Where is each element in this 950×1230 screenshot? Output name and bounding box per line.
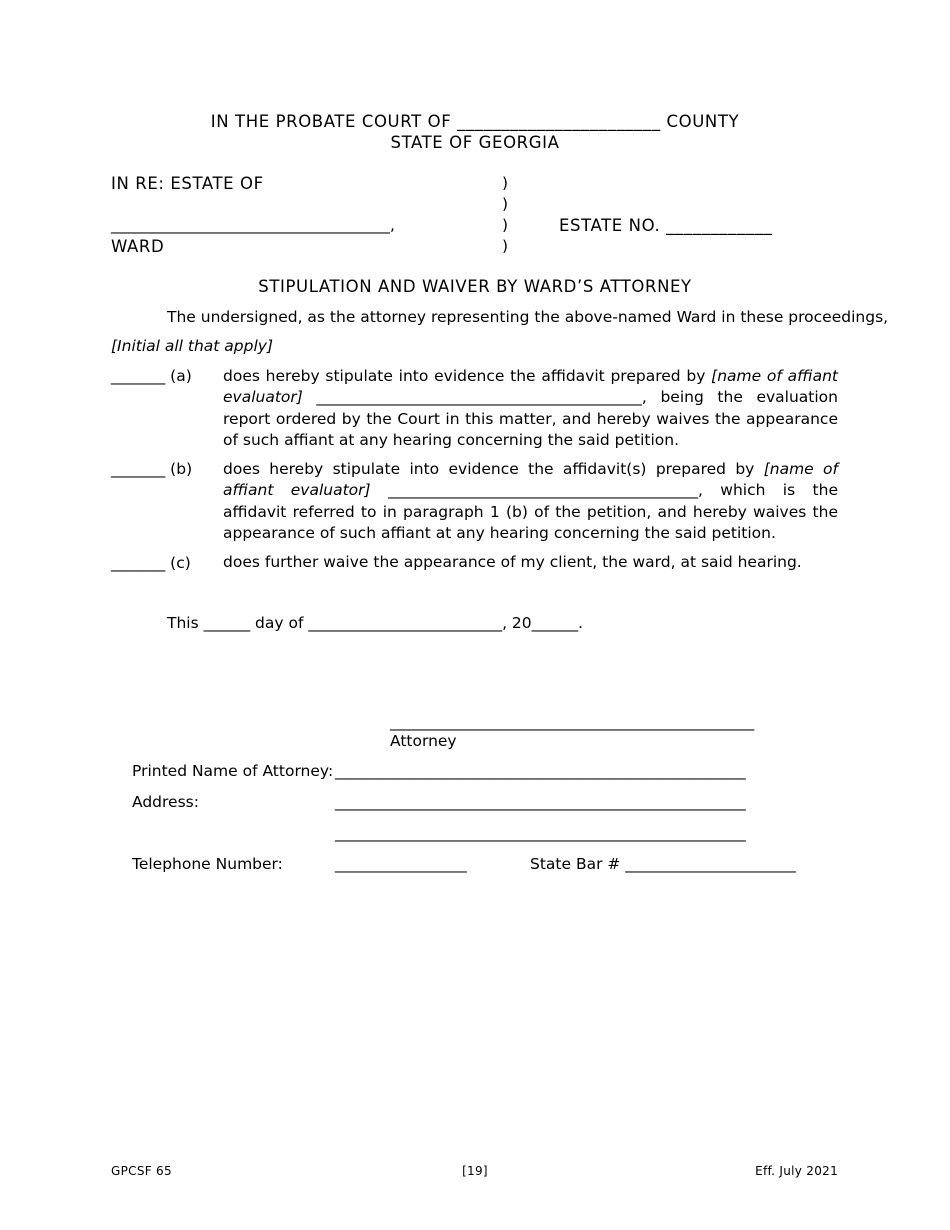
printed-name-label: Printed Name of Attorney: — [132, 762, 334, 780]
telephone-blank: _________________ — [335, 855, 467, 873]
printed-name-blank: _____________________________________________________ — [335, 762, 746, 780]
caption-paren: ) — [502, 195, 509, 213]
document-title: STIPULATION AND WAIVER BY WARD’S ATTORNEY — [258, 277, 692, 296]
item-c-text: does further waive the appearance of my client, the ward, at said hearing. — [223, 553, 802, 571]
court-heading: IN THE PROBATE COURT OF _______________________ COUNTY — [210, 112, 740, 131]
address-blank-1: _____________________________________________________ — [335, 793, 746, 811]
intro-paragraph: The undersigned, as the attorney representing the above-named Ward in these proceedings, — [167, 308, 889, 326]
signature-label: Attorney — [390, 732, 457, 750]
footer-effective-date: Eff. July 2021 — [755, 1164, 838, 1178]
signature-line: _______________________________________________ — [390, 713, 755, 731]
address-blank-2: _____________________________________________________ — [335, 824, 746, 842]
address-label: Address: — [132, 793, 199, 811]
state-heading: STATE OF GEORGIA — [390, 133, 560, 152]
telephone-label: Telephone Number: — [132, 855, 283, 873]
ward-label: WARD — [111, 237, 165, 256]
ward-name-blank: ____________________________________, — [111, 216, 395, 234]
caption-paren: ) — [502, 174, 509, 192]
caption-paren: ) — [502, 237, 509, 255]
state-bar-field: State Bar # ______________________ — [530, 855, 796, 873]
item-a-text: does hereby stipulate into evidence the affidavit prepared by [name of affiant evaluator] __________________________________________, being the evaluation report ordered by the Court in this matter, and hereby waives the appearance of such affiant at any hearing concerning the said petition. — [223, 367, 838, 449]
in-re-label: IN RE: ESTATE OF — [111, 174, 264, 193]
footer-form-id: GPCSF 65 — [111, 1164, 172, 1178]
item-b-text: does hereby stipulate into evidence the affidavit(s) prepared by [name of affiant evaluator] ________________________________________, which is the affidavit referred to in paragraph 1 (b) of the petition, and hereby waives the appearance of such affiant at any hearing concerning the said petition. — [223, 460, 838, 542]
footer-page-number: [19] — [462, 1164, 488, 1178]
date-line: This ______ day of _________________________, 20______. — [167, 614, 584, 632]
item-b-initial-blank: _______ (b) — [111, 460, 193, 478]
estate-number: ESTATE NO. ____________ — [559, 216, 773, 235]
item-c-initial-blank: _______ (c) — [111, 554, 191, 572]
caption-paren: ) — [502, 216, 509, 234]
initial-note: [Initial all that apply] — [111, 337, 274, 355]
item-a-initial-blank: _______ (a) — [111, 367, 192, 385]
